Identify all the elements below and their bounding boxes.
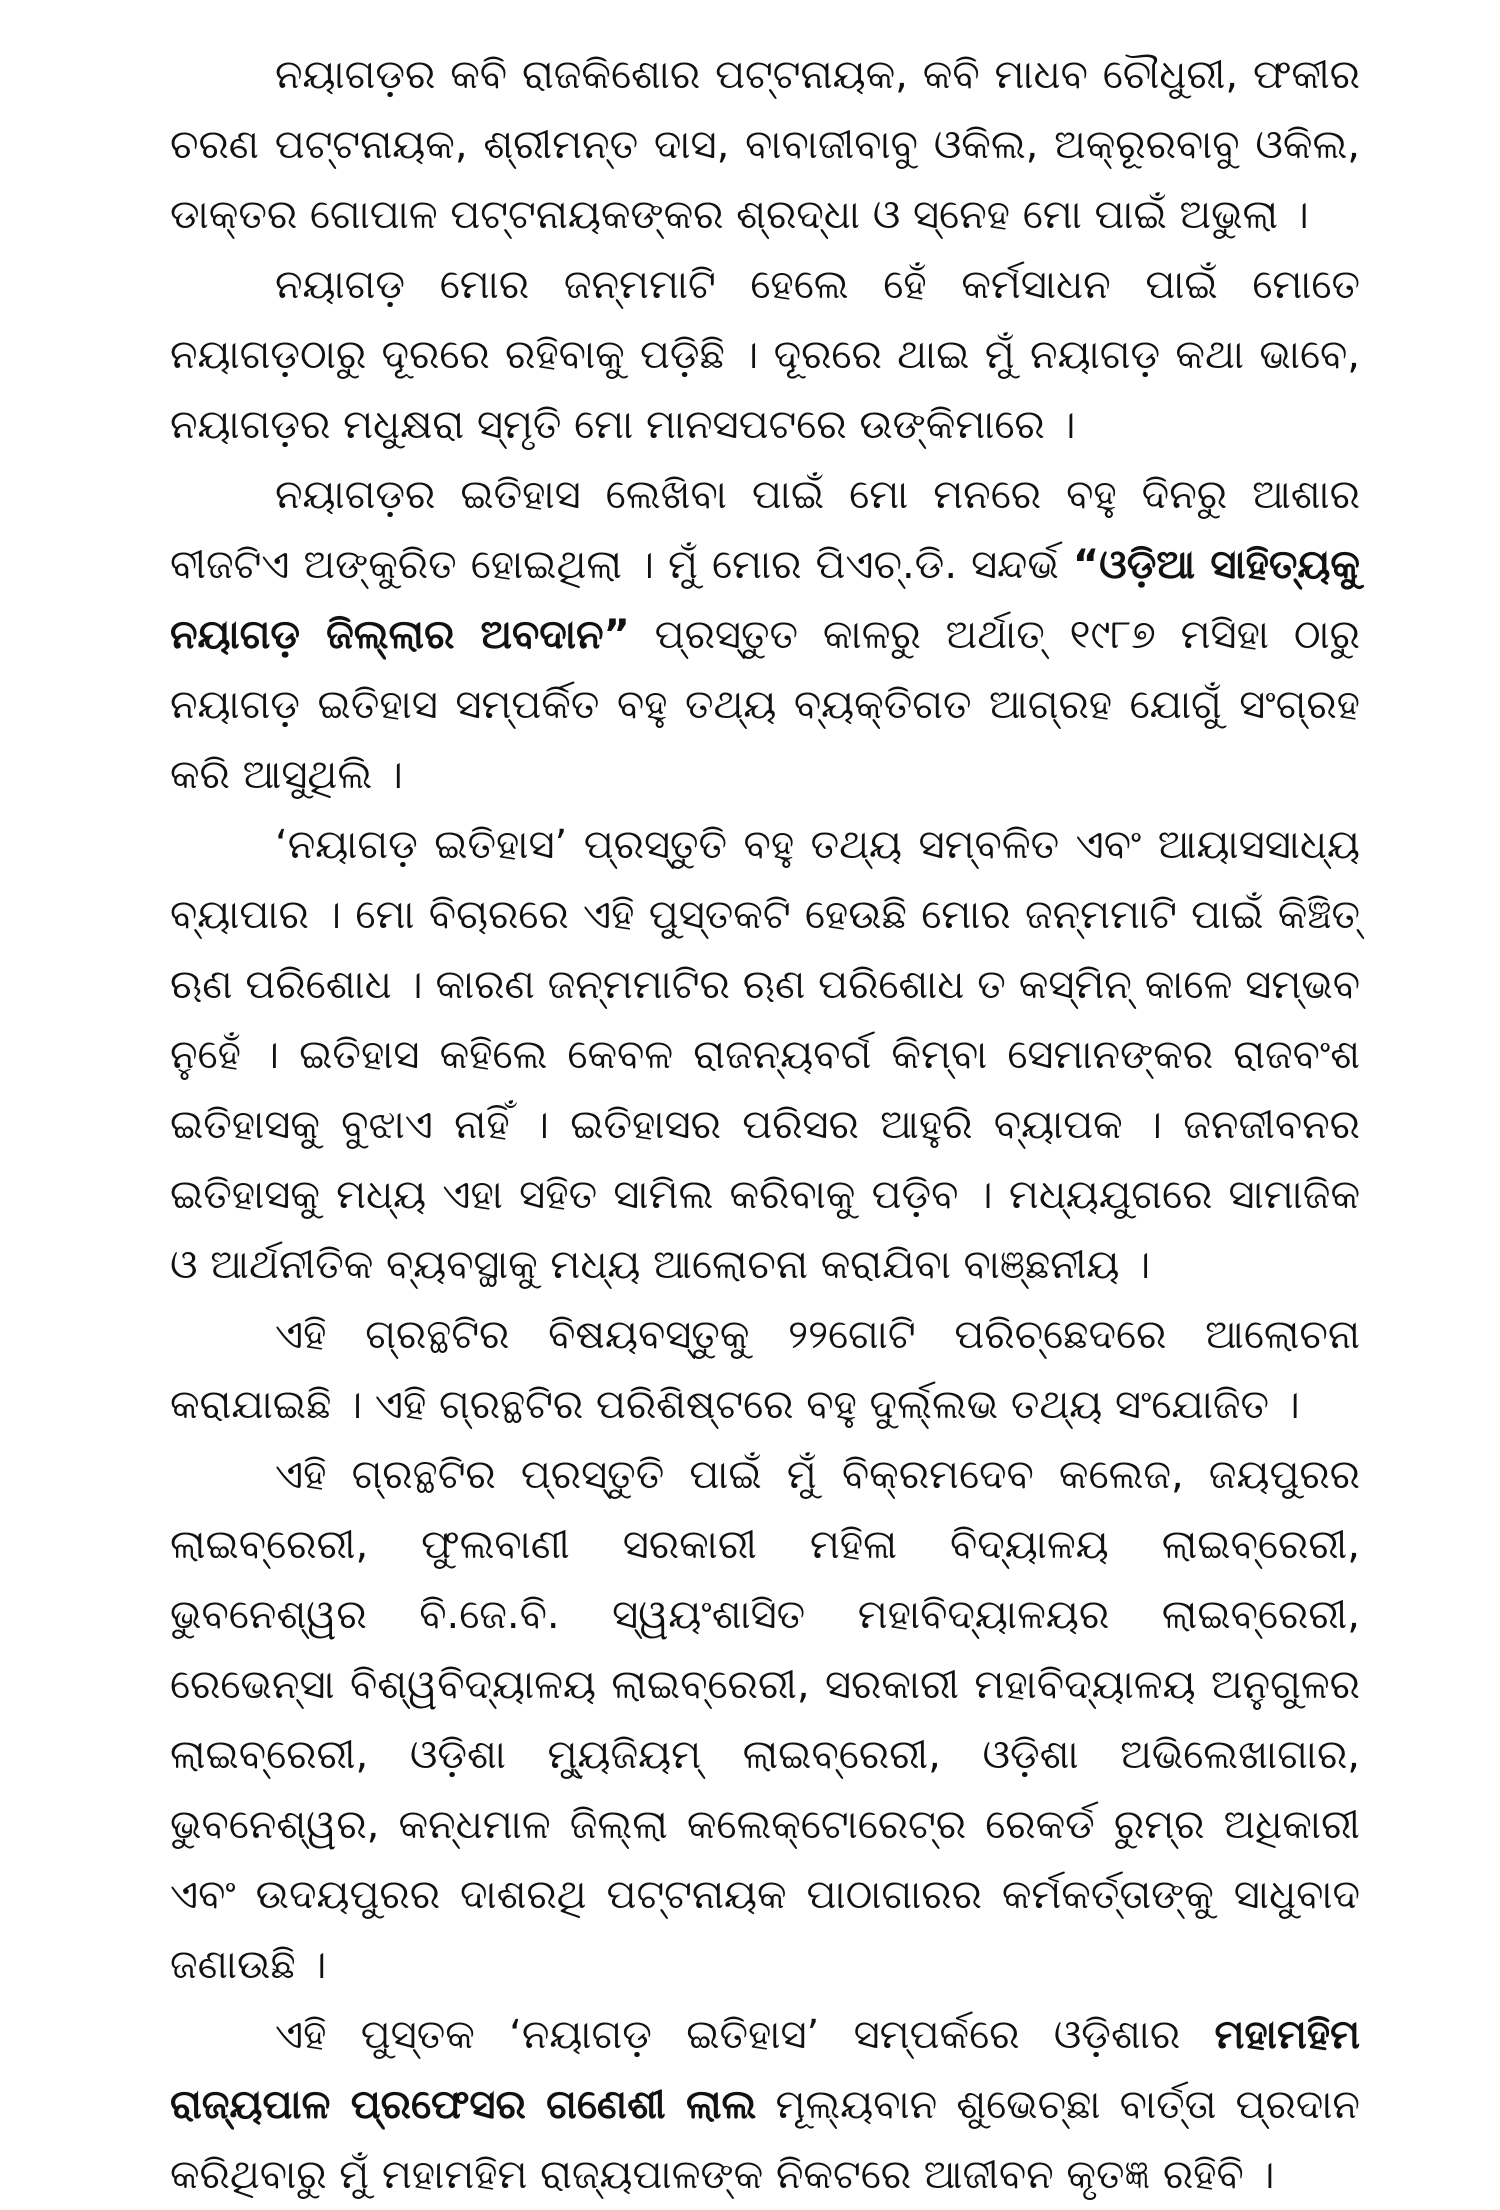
governor-name: ମହାମହିମ ରାଜ୍ୟପାଳ ପ୍ରଫେସର ଗଣେଶୀ ଲାଲ bbox=[170, 2012, 1360, 2128]
paragraph-text: ମୂଲ୍ୟବାନ ଶୁଭେଚ୍ଛା ବାର୍ତ୍ତା ପ୍ରଦାନ କରିଥିବାରୁ ମୁଁ ମହାମହିମ ରାଜ୍ୟପାଳଙ୍କ ନିକଟରେ ଆଜୀବନ କୃତଜ୍ଞ ରହିବି । bbox=[170, 2082, 1360, 2198]
paragraph bbox=[170, 460, 1360, 810]
paragraph-text: ଏହି ପୁସ୍ତକ ‘ନୟାଗଡ଼ ଇତିହାସ’ ସମ୍ପର୍କରେ ଓଡ଼ିଶାର bbox=[275, 2012, 1215, 2058]
paragraph bbox=[170, 810, 1360, 1300]
paragraph-text: ନୟାଗଡ଼ର ଇତିହାସ ଲେଖିବା ପାଇଁ ମୋ ମନରେ ବହୁ ଦିନରୁ ଆଶାର ବୀଜଟିଏ ଅଙ୍କୁରିତ ହୋଇଥିଲା । ମୁଁ ମୋର ପିଏଚ୍.ଡି. ସନ୍ଦର୍ଭ bbox=[170, 472, 1360, 588]
paragraph bbox=[170, 1440, 1360, 2000]
paragraph bbox=[170, 1300, 1360, 1440]
paragraph bbox=[170, 40, 1360, 250]
paragraph-text: ‘ନୟାଗଡ଼ ଇତିହାସ’ ପ୍ରସ୍ତୁତି ବହୁ ତଥ୍ୟ ସମ୍ବଳିତ ଏବଂ ଆୟାସସାଧ୍ୟ ବ୍ୟାପାର । ମୋ ବିଚାରରେ ଏହି ପୁସ୍ତକଟି ହେଉଛି ମୋର ଜନ୍ମମାଟି ପାଇଁ କିଞ୍ଚିତ୍ ଋଣ ପରିଶୋଧ । କାରଣ ଜନ୍ମମାଟିର ଋଣ ପରିଶୋଧ ତ କସ୍ମିନ୍ କାଳେ ସମ୍ଭବ ନୁହେଁ । ଇତିହାସ କହିଲେ କେବଳ ରାଜନ୍ୟବର୍ଗ କିମ୍ବା ସେମାନଙ୍କର ରାଜବଂଶ ଇତିହାସକୁ ବୁଝାଏ ନାହିଁ । ଇତିହାସର ପରିସର ଆହୁରି ବ୍ୟାପକ । ଜନଜୀବନର ଇତିହାସକୁ ମଧ୍ୟ ଏହା ସହିତ ସାମିଲ କରିବାକୁ ପଡ଼ିବ । ମଧ୍ୟଯୁଗରେ ସାମାଜିକ ଓ ଆର୍ଥନୀତିକ ବ୍ୟବସ୍ଥାକୁ ମଧ୍ୟ ଆଲୋଚନା କରାଯିବା ବାଞ୍ଛନୀୟ । bbox=[170, 822, 1360, 1288]
paragraph-text: ନୟାଗଡ଼ ମୋର ଜନ୍ମମାଟି ହେଲେ ହେଁ କର୍ମସାଧନ ପାଇଁ ମୋତେ ନୟାଗଡ଼ଠାରୁ ଦୂରରେ ରହିବାକୁ ପଡ଼ିଛି । ଦୂରରେ ଥାଇ ମୁଁ ନୟାଗଡ଼ କଥା ଭାବେ, ନୟାଗଡ଼ର ମଧୁକ୍ଷରା ସ୍ମୃତି ମୋ ମାନସପଟରେ ଉଙ୍କିମାରେ । bbox=[170, 262, 1360, 448]
paragraph-text: ଏହି ଗ୍ରନ୍ଥଟିର ବିଷୟବସ୍ତୁକୁ ୨୨ଗୋଟି ପରିଚ୍ଛେଦରେ ଆଲୋଚନା କରାଯାଇଛି । ଏହି ଗ୍ରନ୍ଥଟିର ପରିଶିଷ୍ଟରେ ବହୁ ଦୁର୍ଲ୍ଲଭ ତଥ୍ୟ ସଂଯୋଜିତ । bbox=[170, 1312, 1360, 1428]
paragraph-text: ପ୍ରସ୍ତୁତ କାଳରୁ ଅର୍ଥାତ୍ ୧୯୮୭ ମସିହା ଠାରୁ ନୟାଗଡ଼ ଇତିହାସ ସମ୍ପର୍କିତ ବହୁ ତଥ୍ୟ ବ୍ୟକ୍ତିଗତ ଆଗ୍ରହ ଯୋଗୁଁ ସଂଗ୍ରହ କରି ଆସୁଥିଲି । bbox=[170, 612, 1360, 798]
paragraph-text: ନୟାଗଡ଼ର କବି ରାଜକିଶୋର ପଟ୍ଟନାୟକ, କବି ମାଧବ ଚୌଧୁରୀ, ଫକୀର ଚରଣ ପଟ୍ଟନାୟକ, ଶ୍ରୀମନ୍ତ ଦାସ, ବାବାଜୀବାବୁ ଓକିଲ, ଅକ୍ରୂରବାବୁ ଓକିଲ, ଡାକ୍ତର ଗୋପାଳ ପଟ୍ଟନାୟକଙ୍କର ଶ୍ରଦ୍ଧା ଓ ସ୍ନେହ ମୋ ପାଇଁ ଅଭୁଲା । bbox=[170, 52, 1360, 238]
paragraph-text: ଏହି ଗ୍ରନ୍ଥଟିର ପ୍ରସ୍ତୁତି ପାଇଁ ମୁଁ ବିକ୍ରମଦେବ କଲେଜ, ଜୟପୁରର ଲାଇବ୍ରେରୀ, ଫୁଲବାଣୀ ସରକାରୀ ମହିଳା ବିଦ୍ୟାଳୟ ଲାଇବ୍ରେରୀ, ଭୁବନେଶ୍ୱର ବି.ଜେ.ବି. ସ୍ୱୟଂଶାସିତ ମହାବିଦ୍ୟାଳୟର ଲାଇବ୍ରେରୀ, ରେଭେନ୍ସା ବିଶ୍ୱବିଦ୍ୟାଳୟ ଲାଇବ୍ରେରୀ, ସରକାରୀ ମହାବିଦ୍ୟାଳୟ ଅନୁଗୁଳର ଲାଇବ୍ରେରୀ, ଓଡ଼ିଶା ମ୍ୟୁଜିୟମ୍ ଲାଇବ୍ରେରୀ, ଓଡ଼ିଶା ଅଭିଲେଖାଗାର, ଭୁବନେଶ୍ୱର, କନ୍ଧମାଳ ଜିଲ୍ଲା କଲେକ୍ଟୋରେଟ୍‌ର ରେକର୍ଡ ରୁମ୍‌ର ଅଧିକାରୀ ଏବଂ ଉଦୟପୁରର ଦାଶରଥି ପଟ୍ଟନାୟକ ପାଠାଗାରର କର୍ମକର୍ତ୍ତାଙ୍କୁ ସାଧୁବାଦ ଜଣାଉଛି । bbox=[170, 1452, 1360, 1988]
paragraph bbox=[170, 250, 1360, 460]
paragraph bbox=[170, 2000, 1360, 2210]
thesis-title: “ଓଡ଼ିଆ ସାହିତ୍ୟକୁ ନୟାଗଡ଼ ଜିଲ୍ଲାର ଅବଦାନ” bbox=[170, 542, 1360, 658]
book-page bbox=[170, 40, 1360, 2210]
